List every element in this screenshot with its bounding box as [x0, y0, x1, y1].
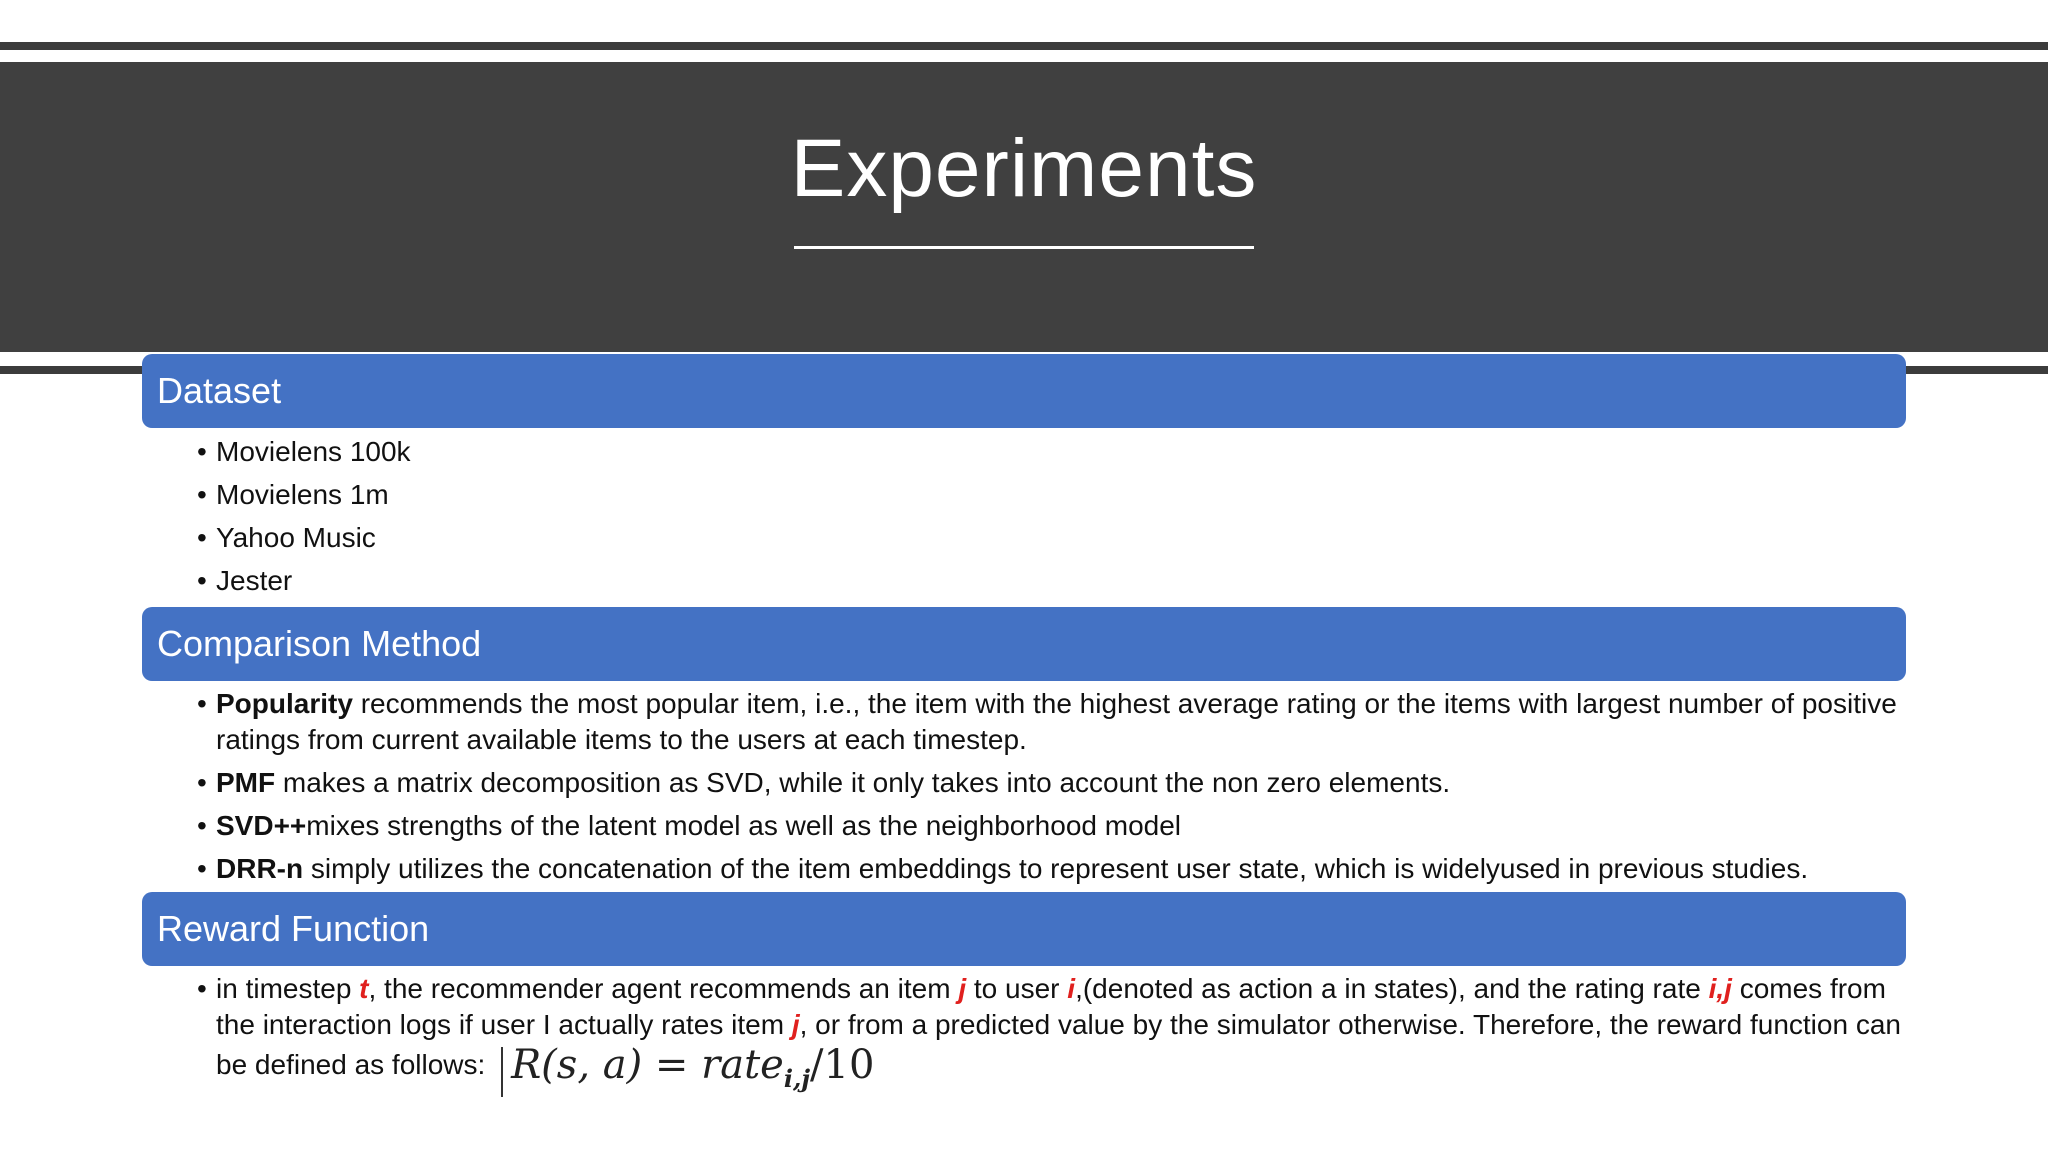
rating-index-variable: i,j — [1708, 973, 1732, 1004]
bullet-dot: • — [197, 522, 207, 553]
list-item — [197, 686, 1917, 758]
reward-text: comes from the interaction logs if user I actually rates item — [216, 973, 1886, 1040]
method-description: simply utilizes the concatenation of the item embeddings to represent user state, which is widelyused in previous studies. — [303, 853, 1809, 884]
item-variable: j — [791, 1009, 800, 1040]
dataset-item: Movielens 100k — [216, 436, 411, 467]
method-description: mixes strengths of the latent model as well as the neighborhood model — [306, 810, 1182, 841]
bullet-dot: • — [197, 810, 207, 841]
list-item — [197, 765, 1917, 801]
user-variable: i — [1067, 973, 1076, 1004]
reward-text: in timestep — [216, 973, 360, 1004]
reward-text: , or from a predicted value by the simulator otherwise. Therefore, the reward function can be defined as follows: — [216, 1009, 1901, 1080]
formula-variable: rate — [701, 1042, 784, 1088]
bullet-dot: • — [197, 688, 207, 719]
list-item — [197, 851, 1917, 887]
method-description: recommends the most popular item, i.e., the item with the highest average rating or the items with largest number of positive ratings from current available items to the users at each timestep. — [216, 688, 1897, 755]
bullet-dot: • — [197, 436, 207, 467]
section-heading-comparison: Comparison Method — [142, 607, 1906, 681]
list-item — [197, 808, 1917, 844]
dataset-item: Jester — [216, 565, 293, 596]
section-heading-dataset: Dataset — [142, 354, 1906, 428]
reward-list — [197, 971, 1917, 1093]
list-item — [197, 520, 1917, 556]
dataset-item: Yahoo Music — [216, 522, 376, 553]
reward-text: , the recommender agent recommends an item — [368, 973, 959, 1004]
reward-formula — [501, 1042, 875, 1097]
method-term: PMF — [216, 767, 276, 798]
method-description: makes a matrix decomposition as SVD, while it only takes into account the non zero elements. — [275, 767, 1451, 798]
reward-text: to user — [966, 973, 1068, 1004]
list-item — [197, 563, 1917, 599]
method-term: Popularity — [216, 688, 353, 719]
formula-rhs: /10 — [810, 1042, 875, 1088]
bullet-dot: • — [197, 565, 207, 596]
left-rule — [0, 366, 160, 374]
top-rule — [0, 42, 2048, 50]
list-item — [197, 477, 1917, 513]
list-item — [197, 434, 1917, 470]
bullet-dot: • — [197, 479, 207, 510]
slide-title: Experiments — [790, 123, 1258, 214]
title-underline — [794, 246, 1254, 249]
comparison-list — [197, 686, 1917, 894]
item-variable: j — [958, 973, 967, 1004]
reward-text: ,(denoted as action a in states), and the rating rate — [1075, 973, 1709, 1004]
section-heading-reward: Reward Function — [142, 892, 1906, 966]
dataset-list — [197, 434, 1917, 606]
dataset-item: Movielens 1m — [216, 479, 389, 510]
method-term: SVD++ — [216, 810, 307, 841]
list-item — [197, 971, 1917, 1093]
timestep-variable: t — [359, 973, 369, 1004]
formula-lhs: R(s, a) = — [511, 1042, 702, 1088]
bullet-dot: • — [197, 853, 207, 884]
formula-subscript: i,j — [783, 1064, 811, 1093]
method-term: DRR-n — [216, 853, 304, 884]
bullet-dot: • — [197, 973, 207, 1004]
bullet-dot: • — [197, 767, 207, 798]
